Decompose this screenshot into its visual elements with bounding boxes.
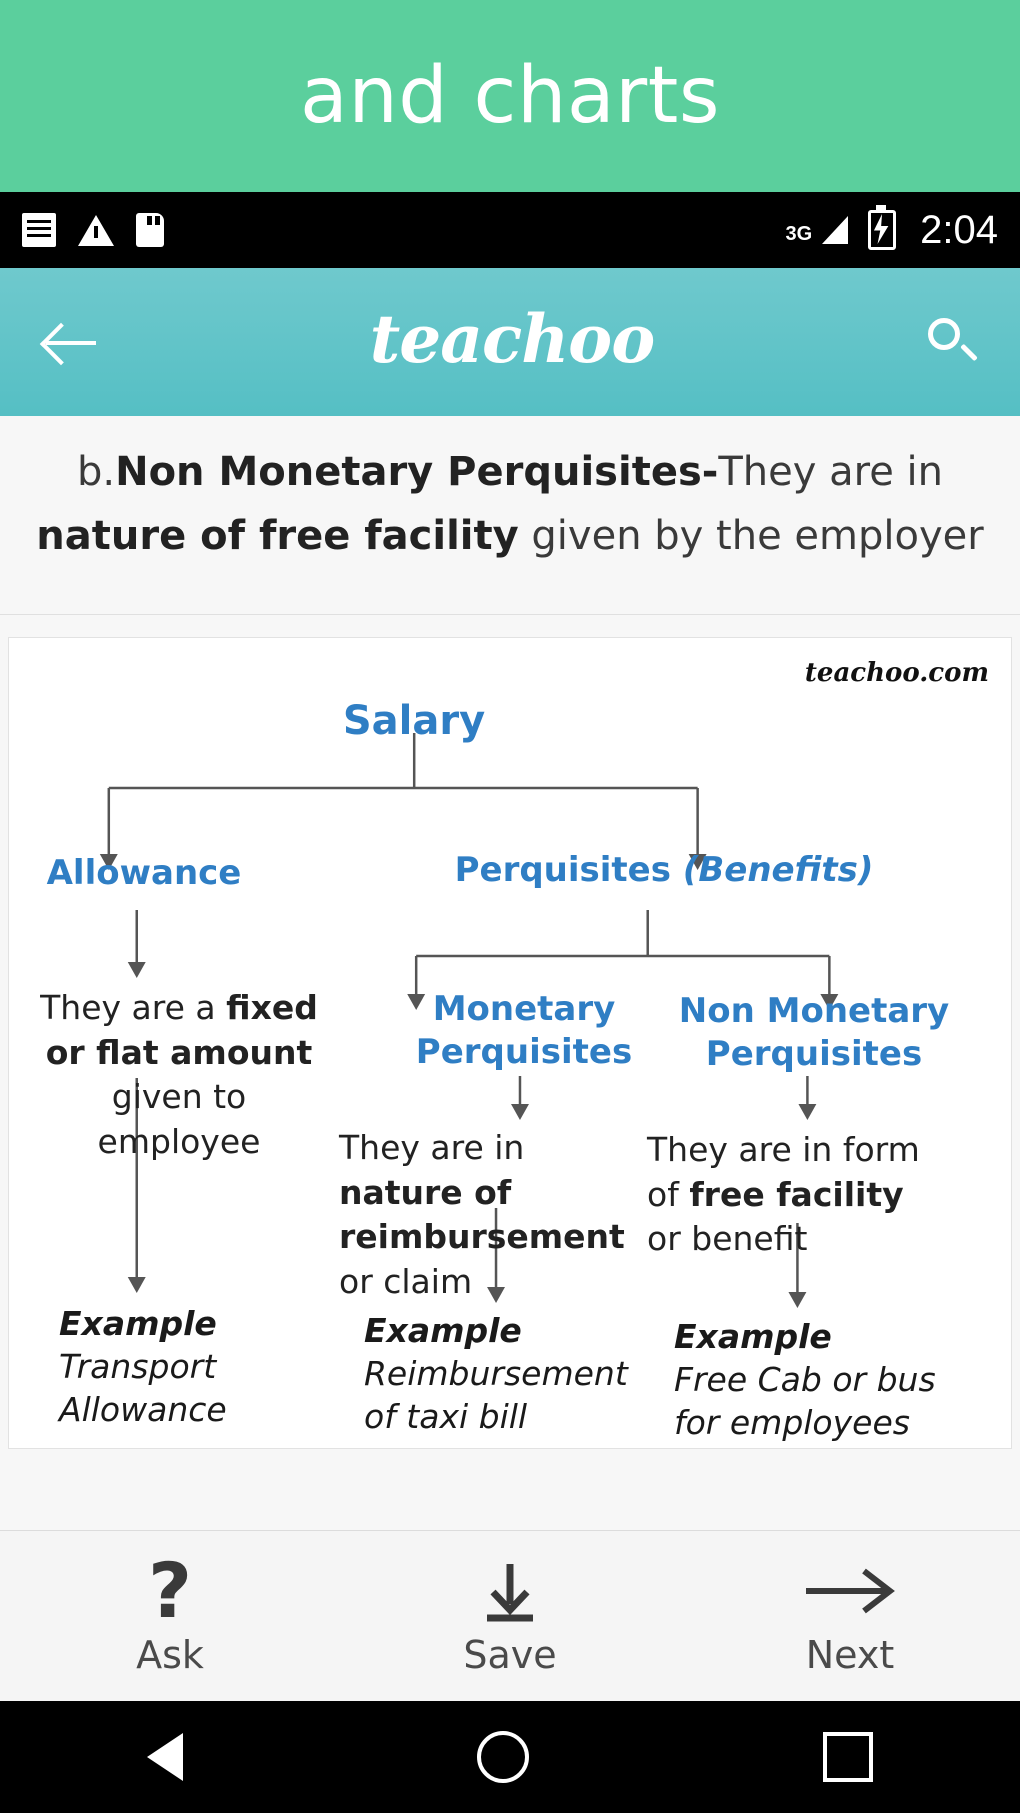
next-button[interactable] <box>680 1555 1020 1677</box>
nav-recent-icon[interactable] <box>823 1732 873 1782</box>
diagram-desc-non-monetary-bold: free facility <box>689 1174 904 1214</box>
save-button[interactable] <box>340 1555 680 1677</box>
device-screen <box>0 192 1020 1813</box>
lesson-mid: They are in <box>718 449 944 495</box>
diagram-node-salary-label: Salary <box>342 698 486 744</box>
diagram-desc-allowance-bold: fixed or flat amount <box>45 988 318 1072</box>
diagram-example-monetary-text: Reimbursement of taxi bill <box>364 1353 628 1436</box>
promo-banner <box>0 0 1020 192</box>
diagram-example-allowance-title: Example <box>59 1304 217 1343</box>
diagram-desc-monetary-post: or claim <box>339 1261 473 1301</box>
signal-strength-icon <box>822 216 848 244</box>
document-icon <box>22 213 56 247</box>
diagram-desc-allowance-pre: They are a <box>40 988 227 1027</box>
battery-charging-icon <box>868 210 896 250</box>
diagram-desc-allowance <box>29 986 329 1164</box>
warning-icon <box>78 215 114 246</box>
arrow-right-icon <box>802 1555 898 1627</box>
lesson-bold-phrase: nature of free facility <box>36 513 519 559</box>
lesson-content <box>0 416 1020 1530</box>
search-icon[interactable] <box>924 314 980 370</box>
app-bar <box>0 268 1020 416</box>
app-title: teachoo <box>369 300 655 378</box>
diagram-desc-non-monetary-pre: They are in form of <box>647 1130 920 1214</box>
diagram-desc-monetary <box>339 1126 639 1304</box>
diagram-node-non-monetary-perquisites <box>649 990 979 1075</box>
diagram-example-non-monetary <box>674 1316 954 1445</box>
diagram-node-monetary-line1: Monetary <box>432 989 616 1029</box>
back-arrow-icon[interactable] <box>40 312 100 372</box>
diagram-card <box>8 637 1012 1449</box>
lesson-paragraph <box>0 416 1020 578</box>
diagram-desc-monetary-bold: nature of reimbursement <box>339 1172 625 1257</box>
diagram-node-non-monetary-line2: Perquisites <box>705 1033 923 1074</box>
nav-back-icon[interactable] <box>147 1733 183 1781</box>
diagram-example-allowance <box>59 1303 329 1432</box>
ask-button[interactable] <box>0 1545 340 1677</box>
content-divider <box>0 614 1020 615</box>
diagram-desc-allowance-post: given to employee <box>97 1077 261 1161</box>
diagram-example-monetary-title: Example <box>364 1311 522 1350</box>
diagram-node-salary <box>9 698 819 744</box>
next-button-label: Next <box>805 1633 895 1677</box>
diagram-node-non-monetary-line1: Non Monetary <box>678 991 950 1031</box>
diagram-node-perquisites <box>449 850 879 890</box>
diagram-node-allowance-label: Allowance <box>46 853 242 893</box>
diagram-node-monetary-line2: Perquisites <box>415 1031 633 1072</box>
status-left-icons <box>22 213 164 247</box>
nav-home-icon[interactable] <box>477 1731 529 1783</box>
sd-card-icon <box>136 213 164 247</box>
diagram-example-allowance-text: Transport Allowance <box>59 1346 227 1429</box>
bottom-action-bar <box>0 1530 1020 1701</box>
lesson-suffix: given by the employer <box>518 513 984 559</box>
diagram-node-allowance <box>39 853 249 893</box>
lesson-prefix: b. <box>76 449 116 495</box>
diagram-desc-non-monetary-post: or benefit <box>647 1219 808 1259</box>
diagram-node-perquisites-label: Perquisites <box>454 850 671 890</box>
status-clock: 2:04 <box>920 207 998 252</box>
download-icon <box>475 1555 545 1627</box>
android-nav-bar <box>0 1701 1020 1813</box>
diagram-desc-non-monetary <box>647 1128 947 1262</box>
diagram-example-non-monetary-text: Free Cab or bus for employees <box>674 1359 936 1442</box>
diagram-node-perquisites-benefits: (Benefits) <box>682 850 874 890</box>
watermark-label: teachoo.com <box>804 658 989 688</box>
diagram-desc-monetary-pre: They are in <box>339 1128 525 1167</box>
status-right-icons <box>785 208 998 253</box>
diagram-example-non-monetary-title: Example <box>674 1317 832 1356</box>
save-button-label: Save <box>463 1633 557 1677</box>
ask-button-label: Ask <box>136 1633 204 1677</box>
promo-text: and charts <box>300 51 720 141</box>
diagram-node-monetary-perquisites <box>379 988 669 1073</box>
diagram-example-monetary <box>364 1310 654 1439</box>
android-status-bar <box>0 192 1020 268</box>
network-type-label: 3G <box>785 222 813 245</box>
lesson-bold-term: Non Monetary Perquisites- <box>115 449 719 495</box>
question-mark-icon: ? <box>147 1545 193 1635</box>
